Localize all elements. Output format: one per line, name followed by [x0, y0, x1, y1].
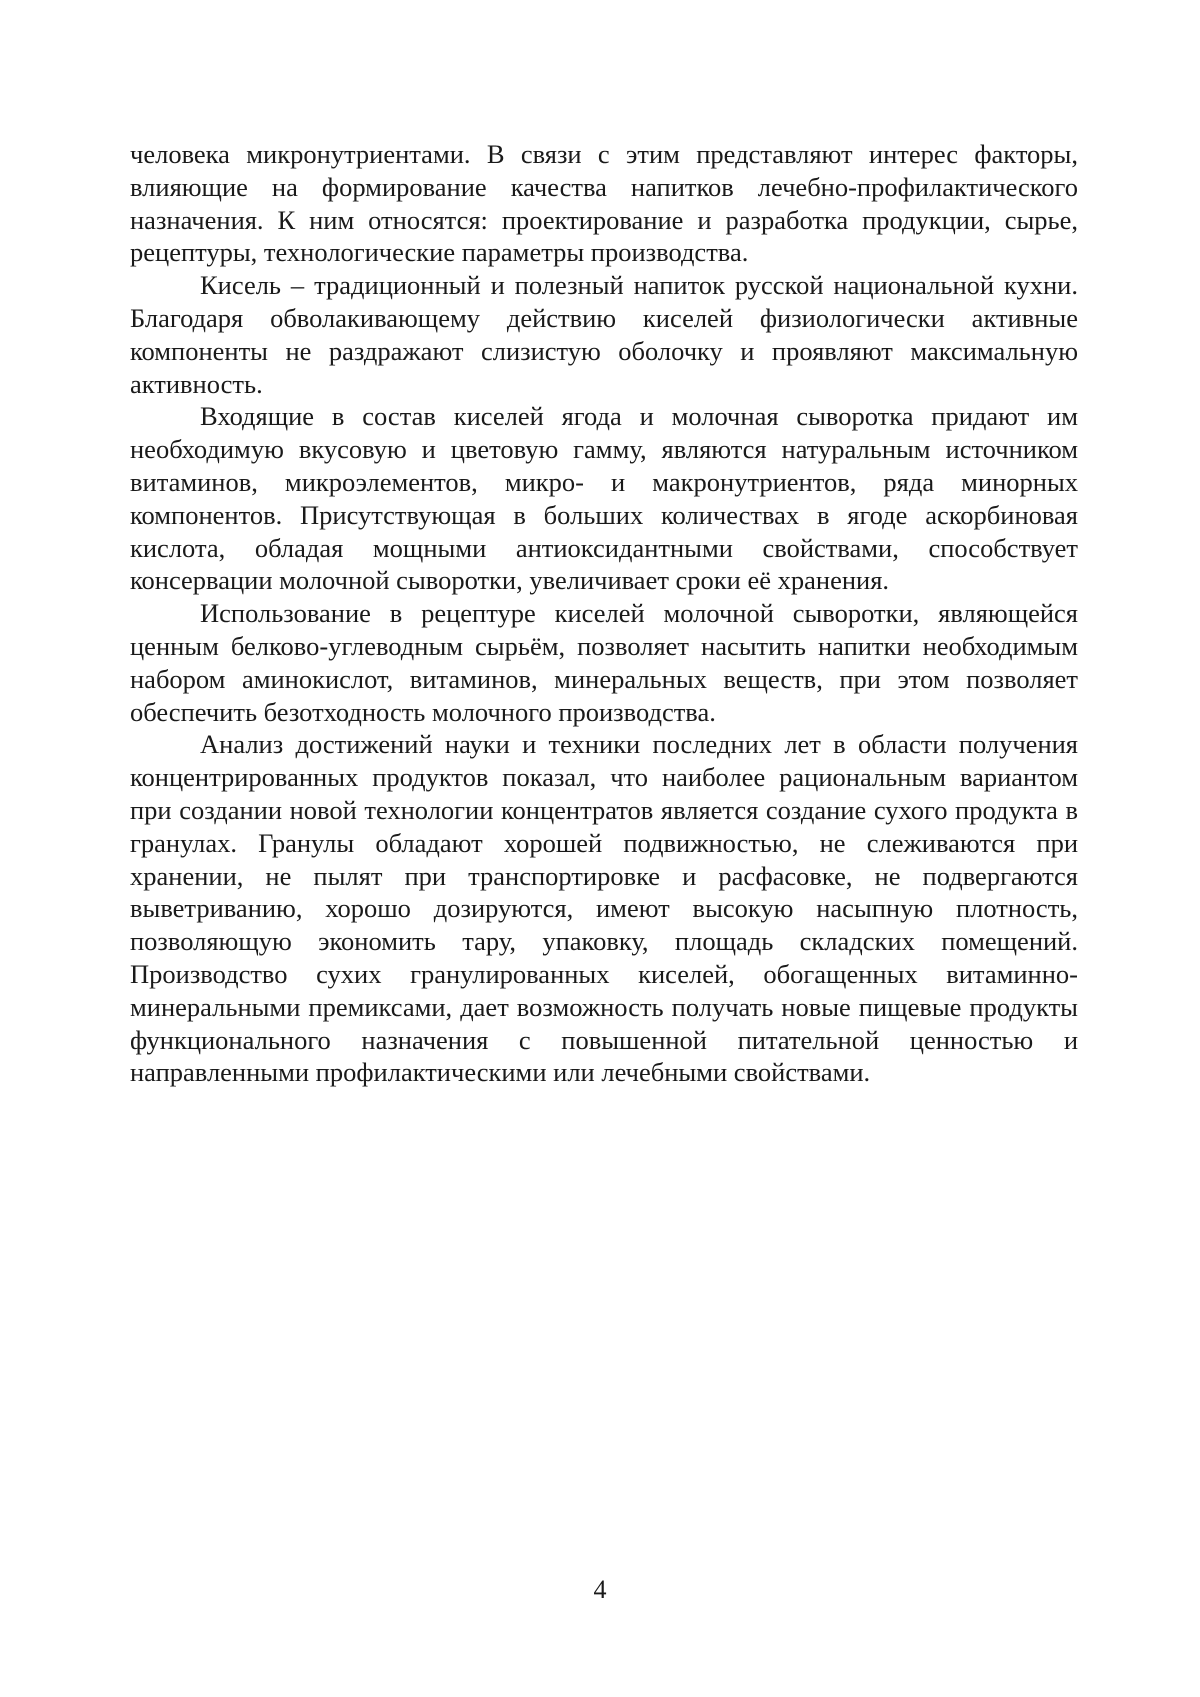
paragraph-whey-usage: Использование в рецептуре киселей молочной сыворотки, являющейся ценным белково-углеводным сырьём, позволяет насытить напитки необхо­димым набором аминокислот, витаминов, минеральных веществ, при этом позволяет обеспечить безотходность молочного производства. — [130, 597, 1078, 728]
document-page — [0, 0, 1200, 1697]
paragraph-berry-whey: Входящие в состав киселей ягода и молочная сыворотка придают им необходимую вкусовую и цветовую гамму, являются натуральным источни­ком витаминов, микроэлементов, микро- и макронутриентов, ряда минорных компонентов. Присутствующая в больших количествах в ягоде аскорбиновая кислота, обладая мощными антиоксидантными свойствами, способствует консервации молочной сыворотки, увеличивает сроки её хранения. — [130, 400, 1078, 597]
paragraph-kissel-intro: Кисель – традиционный и полезный напиток русской национальной кухни. Благодаря обволакивающему действию киселей физиологически ак­тивные компоненты не раздражают слизистую оболочку и проявляют макси­мальную активность. — [130, 269, 1078, 400]
paragraph-continuation: человека микронутриентами. В связи с этим представляют интерес факторы, влияющие на формирование качества напитков лечебно-профилактического назначения. К ним относятся: проектирование и разработка продукции, сы­рье, рецептуры, технологические параметры производства. — [130, 138, 1078, 269]
body-text — [130, 138, 1078, 1089]
paragraph-granules-analysis: Анализ достижений науки и техники последних лет в области получе­ния концентрированных продуктов показал, что наиболее рациональным ва­риантом при создании новой технологии концентратов является создание су­хого продукта в гранулах. Гранулы обладают хорошей подвижностью, не слеживаются при хранении, не пылят при транспортировке и расфасовке, не подвергаются выветриванию, хорошо дозируются, имеют высокую насып­ную плотность, позволяющую экономить тару, упаковку, площадь складских помещений. Производство сухих гранулированных киселей, обогащенных витаминно-минеральными премиксами, дает возможность получать новые пищевые продукты функционального назначения с повышенной питательной ценностью и направленными профилактическими или лечебными свойства­ми. — [130, 728, 1078, 1089]
page-number: 4 — [0, 1575, 1200, 1605]
